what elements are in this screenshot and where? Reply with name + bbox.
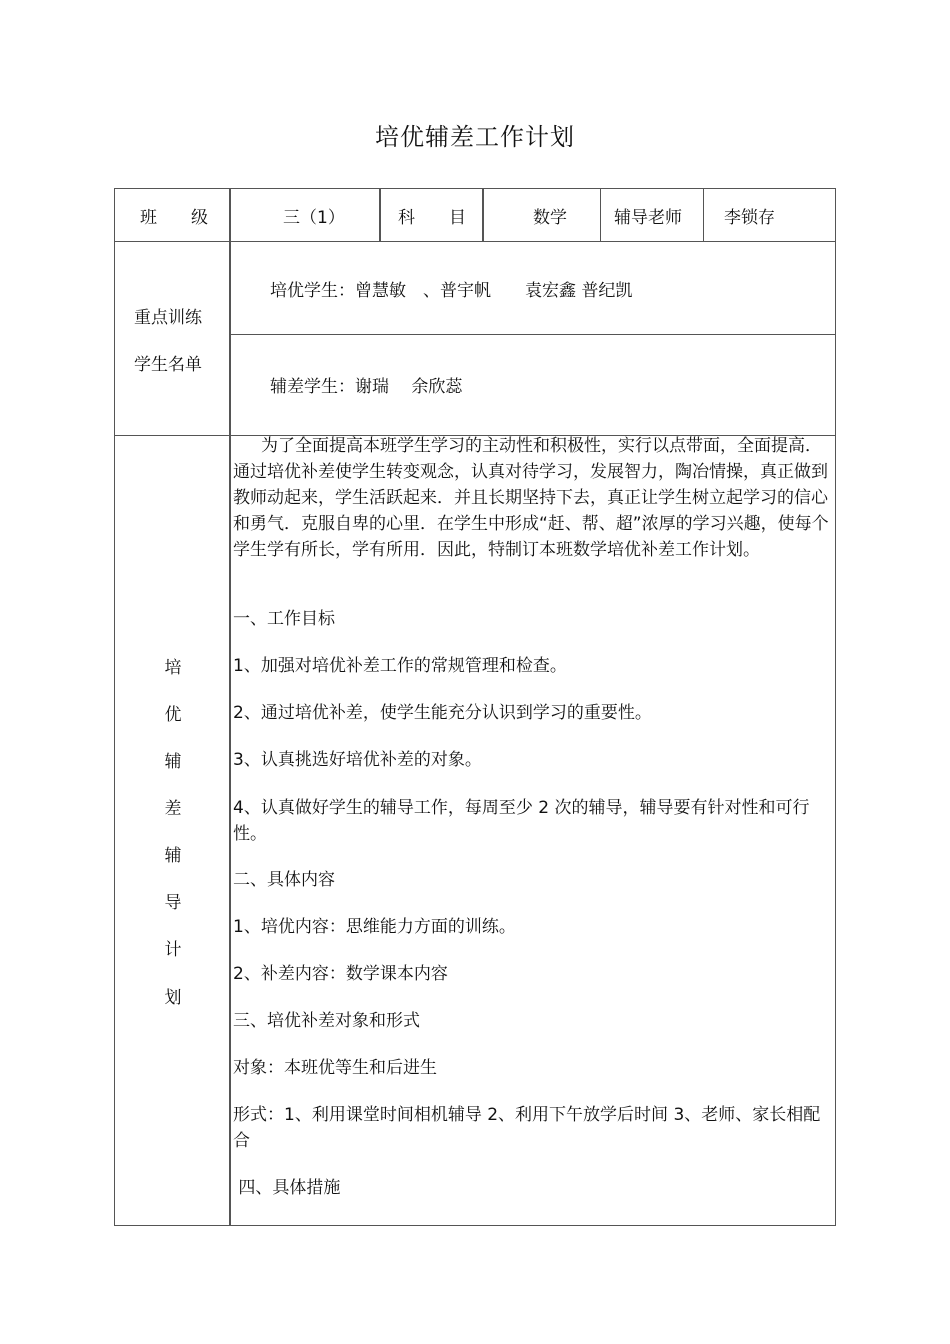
plan-vertical-label-char: 辅	[164, 752, 182, 772]
subject-value: 数学	[533, 208, 567, 228]
plan-vertical-label-char: 辅	[164, 846, 182, 866]
plan-vertical-label-char: 优	[164, 705, 182, 725]
grid-line	[230, 334, 836, 335]
page-title: 培优辅差工作计划	[375, 123, 575, 151]
weak-students: 辅差学生：谢瑞 余欣蕊	[270, 377, 463, 397]
plan-heading-goals: 一、工作目标	[233, 609, 335, 629]
grid-line	[835, 188, 836, 1225]
grid-line	[703, 188, 704, 241]
plan-vertical-label-char: 导	[164, 893, 182, 913]
grid-line	[114, 188, 836, 189]
plan-heading-targets: 三、培优补差对象和形式	[233, 1011, 420, 1031]
plan-heading-content: 二、具体内容	[233, 870, 335, 890]
class-label: 班 级	[140, 208, 208, 228]
plan-vertical-label-char: 划	[164, 988, 182, 1008]
grid-line	[379, 188, 381, 241]
plan-vertical-label-char: 差	[164, 799, 182, 819]
plan-goal-item: 2、通过培优补差，使学生能充分认识到学习的重要性。	[233, 703, 652, 723]
grid-line	[114, 1225, 836, 1226]
plan-targets-item: 对象：本班优等生和后进生	[233, 1058, 437, 1078]
plan-intro: 为了全面提高本班学生学习的主动性和积极性，实行以点带面，全面提高．通过培优补差使学生转变观念，认真对待学习，发展智力，陶冶情操，真正做到教师动起来，学生活跃起来．并且长期坚持下去，真正让学生树立起学习的信心和勇气．克服自卑的心里．在学生中形成“赶、帮、超”浓厚的学习兴趣，使每个学生学有所长，学有所用．因此，特制订本班数学培优补差工作计划。	[233, 436, 829, 560]
top-students: 培优学生：曾慧敏 、普宇帆 袁宏鑫 普纪凯	[270, 281, 633, 301]
plan-content-item: 1、培优内容：思维能力方面的训练。	[233, 917, 516, 937]
plan-vertical-label-char: 培	[164, 658, 182, 678]
plan-heading-measures: 四、具体措施	[233, 1178, 341, 1198]
students-label-line1: 重点训练	[134, 308, 202, 328]
plan-form-item: 形式：1、利用课堂时间相机辅导 2、利用下午放学后时间 3、老师、家长相配合	[233, 1105, 821, 1151]
plan-goal-item: 3、认真挑选好培优补差的对象。	[233, 750, 482, 770]
class-value: 三（1）	[283, 208, 345, 228]
grid-line	[114, 241, 836, 242]
grid-line	[482, 188, 484, 241]
grid-line	[600, 188, 601, 241]
plan-vertical-label-char: 计	[164, 940, 182, 960]
students-label-line2: 学生名单	[134, 355, 202, 375]
plan-goal-item: 4、认真做好学生的辅导工作，每周至少 2 次的辅导，辅导要有针对性和可行性。	[233, 798, 810, 844]
plan-content-item: 2、补差内容：数学课本内容	[233, 964, 448, 984]
subject-label: 科 目	[398, 208, 466, 228]
teacher-value: 李锁存	[724, 208, 775, 228]
plan-goal-item: 1、加强对培优补差工作的常规管理和检查。	[233, 656, 567, 676]
teacher-label: 辅导老师	[614, 208, 682, 228]
